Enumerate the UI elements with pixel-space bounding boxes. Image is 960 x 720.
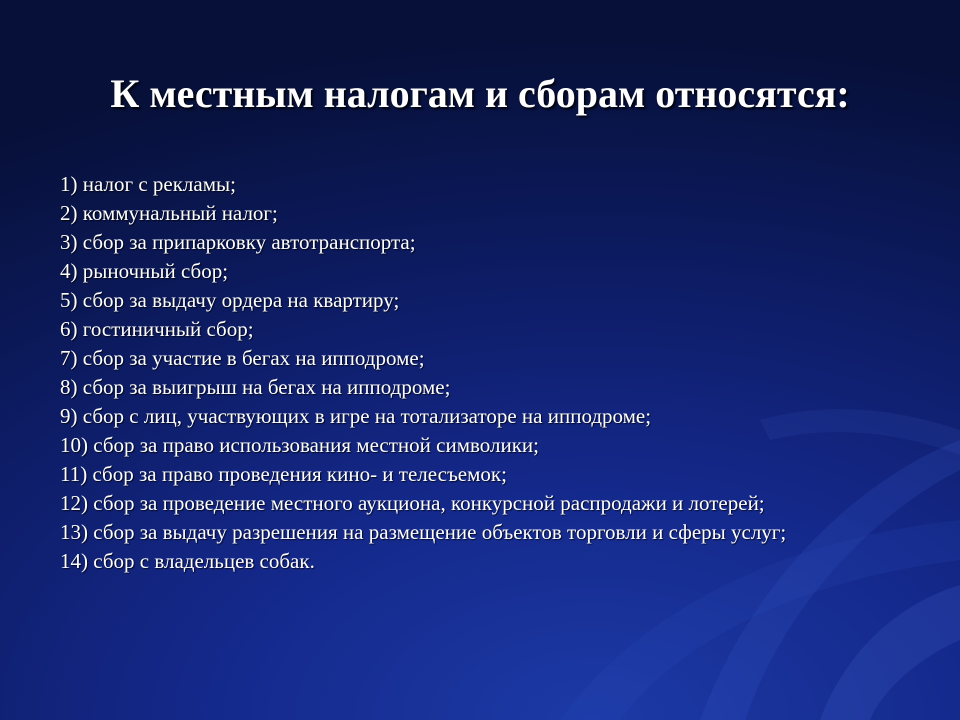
list-item: 12) сбор за проведение местного аукциона, конкурсной распродажи и лотерей; [60,491,765,515]
list-item: 6) гостиничный сбор; [60,317,254,341]
list-item: 13) сбор за выдачу разрешения на размещение объектов торговли и сферы услуг; [60,520,787,544]
list-item: 14) сбор с владельцев собак. [60,549,315,573]
list-item: 1) налог с рекламы; [60,172,236,196]
list-item: 8) сбор за выигрыш на бегах на ипподроме; [60,375,451,399]
list-item: 3) сбор за припарковку автотранспорта; [60,230,416,254]
list-item: 7) сбор за участие в бегах на ипподроме; [60,346,425,370]
list-item: 11) сбор за право проведения кино- и телесъемок; [60,462,507,486]
list-item: 2) коммунальный налог; [60,201,278,225]
list-item: 9) сбор с лиц, участвующих в игре на тотализаторе на ипподроме; [60,404,652,428]
list-item: 10) сбор за право использования местной символики; [60,433,539,457]
list-item: 5) сбор за выдачу ордера на квартиру; [60,288,400,312]
tax-list [60,170,940,576]
slide-title: К местным налогам и сборам относятся: [110,71,850,116]
list-item: 4) рыночный сбор; [60,259,229,283]
